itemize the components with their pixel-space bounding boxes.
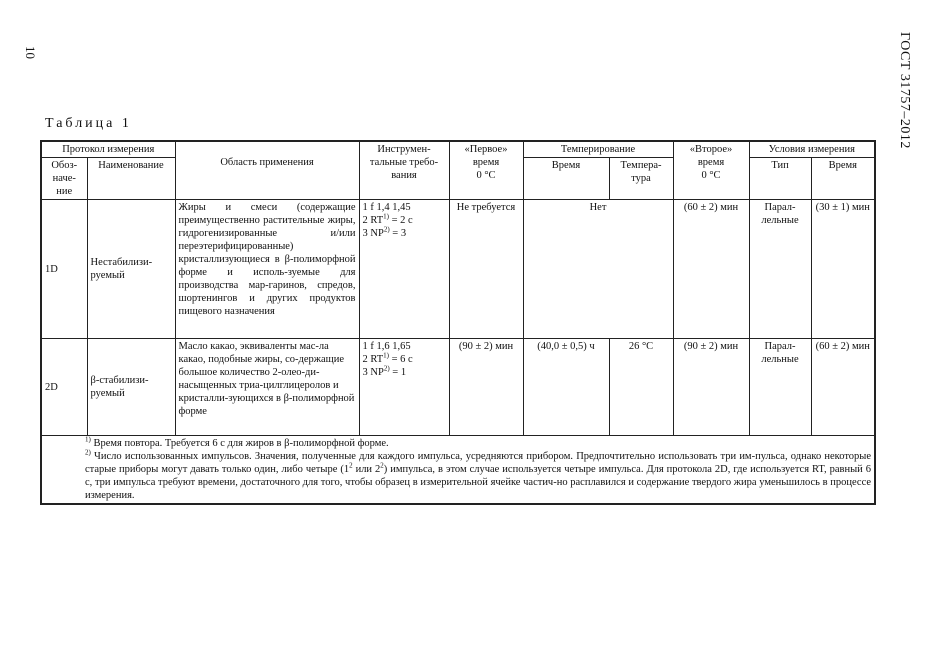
row-tempering: Нет [523,200,673,339]
header-cond-type: Тип [749,158,811,200]
data-table [40,140,876,505]
header-tempering: Темперирование [523,141,673,158]
footnotes-row [41,436,875,505]
row-cond-type: Парал-лельные [749,200,811,339]
header-second-time: «Второе» время 0 °С [673,141,749,200]
row-cond-type: Парал-лельные [749,339,811,436]
footnote-1: $^{1)}$ Время повтора. Требуется 6 с для жиров в β-полиморфной форме. [85,435,389,449]
header-area: Область применения [175,141,359,200]
row-first-time: Не требуется [449,200,523,339]
header-protocol: Протокол измерения [41,141,175,158]
row-name: β-стабилизи-руемый [87,339,175,436]
row-name: Нестабилизи-руемый [87,200,175,339]
footnotes [41,436,875,505]
row-second-time: (60 ± 2) мин [673,200,749,339]
header-tempering-temp: Темпера-тура [609,158,673,200]
row-cond-time: (30 ± 1) мин [811,200,875,339]
footnote-2: $^{2)}$ Число использованных импульсов. Значения, полученные для каждого импульса, усредняются прибором. Предпочтительно использовать три им-пульса, однако некоторые старые приборы могут давать только один, либо четыре ($1^2$ или $2^2$) импульса, в этом случае используется четыре импульса. Для протокола 2D, где используется RT, равный 6 с, три импульса требуют времени, достаточного для того, чтобы образец в измерительной ячейке частич-но расплавился и содержание твердого жира уменьшилось в процессе измерения. [85,448,872,501]
table-caption: Таблица 1 [45,116,132,131]
header-row-1 [41,141,875,158]
header-first-time: «Первое» время 0 °С [449,141,523,200]
page-number: 10 [23,46,38,59]
row-instrument: 1 f 1,4 1,45 2 $RT^{1)} = 2$ с 3 $NP^{2)} = 3$ [359,200,449,339]
row-area: Масло какао, эквиваленты мас-ла какао, подобные жиры, со-держащие большое количество 2-олео-ди-насыщенных триа-цилглицеролов и кристалли-зующихся в β-полиморфной форме [175,339,359,436]
row-tempering-temp: 26 °С [609,339,673,436]
row-tempering-time: (40,0 ± 0,5) ч [523,339,609,436]
row-second-time: (90 ± 2) мин [673,339,749,436]
header-designation: Обоз-наче-ние [41,158,87,200]
header-conditions: Условия измерения [749,141,875,158]
header-cond-time: Время [811,158,875,200]
table-row [41,339,875,436]
row-instrument: 1 f 1,6 1,65 2 $RT^{1)} = 6$ с 3 $NP^{2)} = 1$ [359,339,449,436]
standard-code: ГОСТ 31757–2012 [897,32,912,149]
row-designation: 2D [41,339,87,436]
header-instrument: Инструмен-тальные требо-вания [359,141,449,200]
row-first-time: (90 ± 2) мин [449,339,523,436]
header-name: Наименование [87,158,175,200]
row-designation: 1D [41,200,87,339]
table-row [41,200,875,339]
header-tempering-time: Время [523,158,609,200]
row-cond-time: (60 ± 2) мин [811,339,875,436]
row-area: Жиры и смеси (содержащие преимущественно растительные жиры, гидрогенизированные и/или переэтерифицированные) кристаллизующиеся в β-полиморфной форме и исполь-зуемые для производства мар-гаринов, спредов, шортенингов и других продуктов пищевого назначения [175,200,359,339]
